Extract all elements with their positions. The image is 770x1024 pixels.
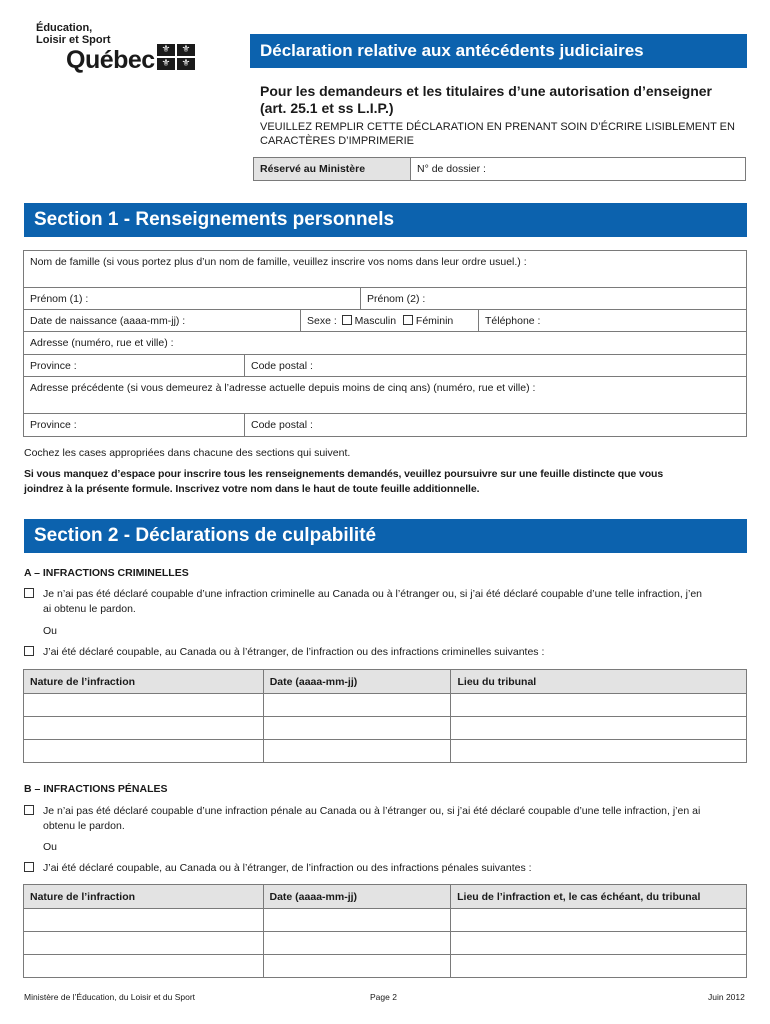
part-b-option1-line-2: obtenu le pardon. xyxy=(43,820,125,832)
form-subtitle xyxy=(260,83,712,117)
table-cell[interactable] xyxy=(263,694,451,717)
part-a-heading: A – INFRACTIONS CRIMINELLES xyxy=(24,567,189,579)
part-a-option1-line-2: ai obtenu le pardon. xyxy=(43,603,136,615)
part-a-or: Ou xyxy=(43,625,58,637)
table-cell[interactable] xyxy=(24,694,264,717)
section-1-header: Section 1 - Renseignements personnels xyxy=(24,203,747,237)
ministry-name xyxy=(36,22,111,46)
table-cell[interactable] xyxy=(24,909,264,932)
first-name-1-field[interactable]: Prénom (1) : xyxy=(23,287,361,310)
form-title: Déclaration relative aux antécédents judiciaires xyxy=(250,34,747,68)
previous-address-field[interactable]: Adresse précédente (si vous demeurez à l’adresse actuelle depuis moins de cinq ans) (numéro, rue et ville) : xyxy=(23,376,747,414)
part-b-convicted-text: J’ai été déclaré coupable, au Canada ou à l’étranger, de l’infraction ou des infractions pénales suivantes : xyxy=(43,862,532,874)
ministry-line-1: Éducation, xyxy=(36,22,93,34)
family-name-field[interactable]: Nom de famille (si vous portez plus d’un nom de famille, veuillez inscrire vos noms dans leur ordre usuel.) : xyxy=(23,250,747,288)
table-row xyxy=(24,717,747,740)
part-b-option1-line-1: Je n’ai pas été déclaré coupable d’une infraction pénale au Canada ou à l’étranger ou, si j’ai été déclaré coupable d’une telle infraction, j’en ai xyxy=(43,805,701,817)
male-checkbox[interactable] xyxy=(342,315,352,325)
table-cell[interactable] xyxy=(451,740,747,763)
phone-field[interactable]: Téléphone : xyxy=(478,309,747,332)
footer-ministry: Ministère de l’Éducation, du Loisir et du Sport xyxy=(24,992,196,1002)
province-2-field[interactable]: Province : xyxy=(23,413,245,437)
table-cell[interactable] xyxy=(451,955,747,978)
postal-code-2-field[interactable]: Code postal : xyxy=(244,413,747,437)
col-offence-location: Lieu de l’infraction et, le cas échéant, du tribunal xyxy=(451,885,747,909)
female-checkbox[interactable] xyxy=(403,315,413,325)
table-cell[interactable] xyxy=(451,694,747,717)
birth-date-field[interactable]: Date de naissance (aaaa-mm-jj) : xyxy=(23,309,301,332)
table-cell[interactable] xyxy=(451,909,747,932)
male-label: Masculin xyxy=(354,315,397,327)
quebec-flag-icon: ⚜ ⚜ ⚜ ⚜ xyxy=(157,44,195,70)
part-a-no-conviction-text xyxy=(43,587,702,617)
footer-page-number: Page 2 xyxy=(370,992,397,1002)
province-field[interactable]: Province : xyxy=(23,354,245,377)
table-row xyxy=(24,955,747,978)
part-a-convicted-text: J’ai été déclaré coupable, au Canada ou à l’étranger, de l’infraction ou des infractions criminelles suivantes : xyxy=(43,646,545,658)
col-offence-nature: Nature de l’infraction xyxy=(24,670,264,694)
section-2-header: Section 2 - Déclarations de culpabilité xyxy=(24,519,747,553)
table-cell[interactable] xyxy=(263,932,451,955)
quebec-logo-wordmark: Québec xyxy=(66,46,155,74)
part-b-convicted-checkbox[interactable] xyxy=(24,862,34,872)
criminal-offences-table xyxy=(23,669,747,763)
female-label: Féminin xyxy=(415,315,454,327)
table-row xyxy=(24,694,747,717)
part-a-convicted-checkbox[interactable] xyxy=(24,646,34,656)
subtitle-line-2: (art. 25.1 et ss L.I.P.) xyxy=(260,100,394,116)
file-number-field[interactable]: N° de dossier : xyxy=(410,157,746,181)
first-name-2-field[interactable]: Prénom (2) : xyxy=(360,287,747,310)
ministry-line-2: Loisir et Sport xyxy=(36,34,111,46)
address-field[interactable]: Adresse (numéro, rue et ville) : xyxy=(23,331,747,355)
part-b-no-conviction-text xyxy=(43,804,700,834)
col-offence-date: Date (aaaa-mm-jj) xyxy=(263,670,451,694)
table-row xyxy=(24,740,747,763)
table-cell[interactable] xyxy=(263,740,451,763)
table-cell[interactable] xyxy=(263,955,451,978)
table-cell[interactable] xyxy=(451,932,747,955)
table-cell[interactable] xyxy=(263,717,451,740)
col-offence-nature: Nature de l’infraction xyxy=(24,885,264,909)
part-a-option1-line-1: Je n’ai pas été déclaré coupable d’une infraction criminelle au Canada ou à l’étranger ou, si j’ai été déclaré coupable d’une telle infraction, j’en xyxy=(43,588,702,600)
instruction-line-1: VEUILLEZ REMPLIR CETTE DÉCLARATION EN PRENANT SOIN D’ÉCRIRE LISIBLEMENT EN xyxy=(260,121,735,133)
col-court-location: Lieu du tribunal xyxy=(451,670,747,694)
sex-field xyxy=(300,309,479,332)
table-cell[interactable] xyxy=(24,740,264,763)
table-cell[interactable] xyxy=(24,717,264,740)
table-cell[interactable] xyxy=(24,932,264,955)
instruction-line-2: CARACTÈRES D’IMPRIMERIE xyxy=(260,135,415,147)
part-b-or: Ou xyxy=(43,841,58,853)
footer-date: Juin 2012 xyxy=(708,992,745,1002)
part-b-no-conviction-checkbox[interactable] xyxy=(24,805,34,815)
extra-space-note xyxy=(24,467,748,497)
penal-offences-table xyxy=(23,884,747,978)
table-cell[interactable] xyxy=(24,955,264,978)
part-a-no-conviction-checkbox[interactable] xyxy=(24,588,34,598)
extra-space-note-line-2: joindrez à la présente formule. Inscrivez votre nom dans le haut de toute feuille additionnelle. xyxy=(24,483,480,495)
form-instruction xyxy=(260,120,735,148)
table-row xyxy=(24,909,747,932)
reserved-ministry-label: Réservé au Ministère xyxy=(253,157,411,181)
table-cell[interactable] xyxy=(451,717,747,740)
part-b-heading: B – INFRACTIONS PÉNALES xyxy=(24,783,168,795)
subtitle-line-1: Pour les demandeurs et les titulaires d’une autorisation d’enseigner xyxy=(260,83,713,99)
sex-label: Sexe : xyxy=(307,315,337,327)
extra-space-note-line-1: Si vous manquez d’espace pour inscrire tous les renseignements demandés, veuillez poursuivre sur une feuille distincte que vous xyxy=(24,468,664,480)
postal-code-field[interactable]: Code postal : xyxy=(244,354,747,377)
table-cell[interactable] xyxy=(263,909,451,932)
checkbox-note: Cochez les cases appropriées dans chacune des sections qui suivent. xyxy=(24,447,351,459)
table-row xyxy=(24,932,747,955)
col-offence-date: Date (aaaa-mm-jj) xyxy=(263,885,451,909)
